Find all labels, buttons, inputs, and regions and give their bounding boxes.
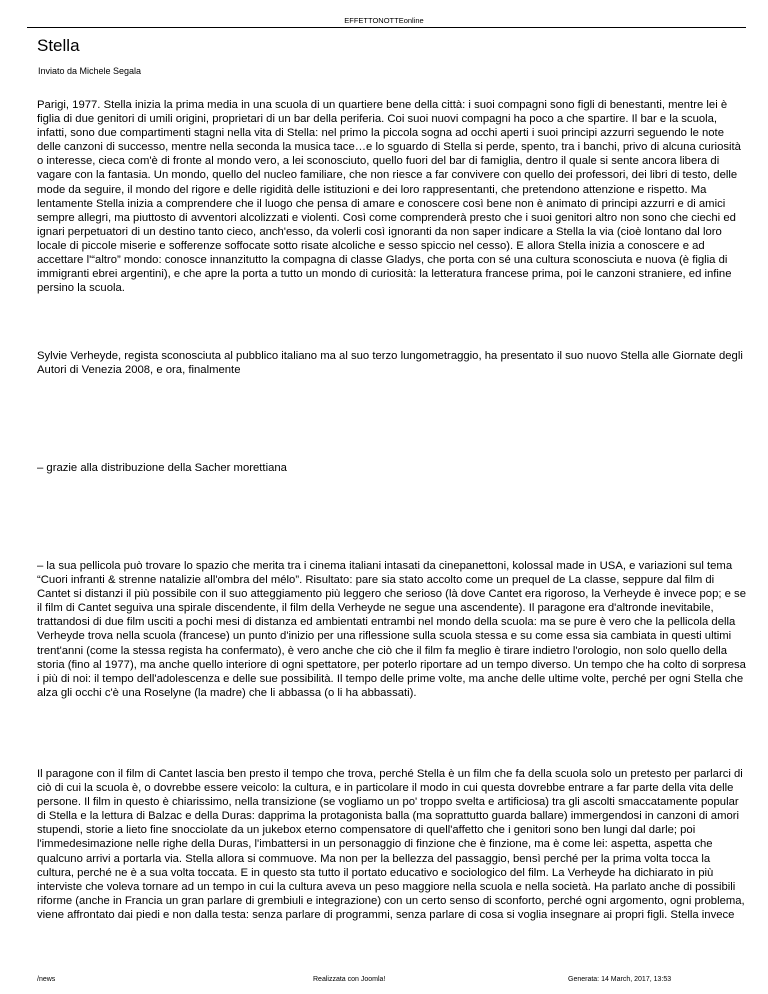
- article-paragraph: Il paragone con il film di Cantet lascia ben presto il tempo che trova, perché Stella è un film che fa della scuola solo un pretesto per parlarci di ciò di cui la scuola è, o dovrebbe essere veicolo: la cultura, e in particolare il modo in cui questa dovrebbe entrare a far parte della vita delle persone. Il film in questo è chiarissimo, nella transizione (se vogliamo un po' troppo svelta e artificiosa) tra gli ascolti smaccatamente popular di Stella e la lettura di Balzac e della Duras: dapprima la protagonista balla (ma soprattutto guarda ballare) immergendosi in canzoni di amori stupendi, storie a lieto fine snocciolate da un jukebox eterno compensatore di quell'affetto che i genitori sono ben lungi dal darle; poi l'immedesimazione nelle righe della Duras, l'imbattersi in un personaggio di finzione che è finzione, ma è come lei: aspetta, aspetta che qualcuno arrivi a portarla via. Stella allora si commuove. Ma non per la bellezza del passaggio, bensì perché per la prima volta tocca la cultura, perché ne è a sua volta toccata. E in questo sta tutto il portato educativo e sociologico del film. La Verheyde ha dichiarato in più interviste che voleva tornare ad un tempo in cui la cultura aveva un peso maggiore nella scuola e nella società. Ha parlato anche di possibili riforme (anche in Francia un gran parlare di grembiuli e integrazione) con un certo senso di sconforto, perché ogni argomento, ogni problema, viene affrontato dai piedi e non dalla testa: senza parlare di programmi, senza parlare di cosa si voglia insegnare ai propri figli. Stella invece: [37, 768, 745, 921]
- article-paragraph: Sylvie Verheyde, regista sconosciuta al pubblico italiano ma al suo terzo lungometraggio, ha presentato il suo nuovo Stella alle Giornate degli Autori di Venezia 2008, e ora, finalmente: [37, 350, 743, 377]
- footer-credit: Realizzata con Joomla!: [313, 976, 386, 983]
- article-title: Stella: [37, 36, 80, 55]
- header-divider: [27, 27, 746, 28]
- footer-generated: Generata: 14 March, 2017, 13:53: [568, 976, 672, 983]
- article-paragraph: Parigi, 1977. Stella inizia la prima media in una scuola di un quartiere bene della città: i suoi compagni sono figli di benestanti, mentre lei è figlia di due genitori di umili origini, proprietari di un bar della periferia. Coi suoi nuovi compagni ha poco a che spartire. Il bar e la scuola, infatti, sono due compartimenti stagni nella vita di Stella: nel primo la piccola sogna ad occhi aperti i suoi principi azzurri seguendo le note delle canzoni di successo, mentre nella seconda la musica tace…e lo sguardo di Stella si perde, spento, tra i banchi, privo di alcuna curiosità o interesse, cieca com'è di fronte al mondo vero, a lei sconosciuto, quello fuori del bar di famiglia, dentro il quale si sente ancora libera di vagare con la fantasia. Un mondo, quello del nucleo familiare, che non riesce a far convivere con quello dei professori, dei libri di testo, delle mode da seguire, il mondo del rigore e delle rigidità delle istituzioni e dei loro rappresentanti, che pretendono attenzione e rispetto. Ma lentamente Stella inizia a comprendere che il luogo che pensa di amare e conoscere così bene non è animato di principi azzurri e di amici sempre allegri, ma piuttosto di avventori alcolizzati e violenti. Così come comprenderà presto che i suoi genitori altro non sono che ciechi ed ignari perpetuatori di un destino tanto cieco, anch'esso, da volerli così ignoranti da non saper indicare a Stella la via (cioè lontano dal loro locale di piccole miserie e sofferenze soffocate sotto risate alcoliche e sesso spiccio nel cesso). E allora Stella inizia a conoscere e ad accettare l'“altro” mondo: conosce innanzitutto la compagna di classe Gladys, che porta con sé una cultura sconosciuta e nuova (è figlia di immigranti ebrei argentini), e che apre la porta a tutto un mondo di curiosità: la letteratura francese prima, poi le canzoni straniere, ed infine persino la scuola.: [37, 99, 741, 295]
- footer-path: /news: [37, 976, 56, 983]
- article-paragraph: – la sua pellicola può trovare lo spazio che merita tra i cinema italiani intasati da cinepanettoni, kolossal made in USA, e variazioni sul tema “Cuori infranti & strenne natalizie all'ombra del mélo”. Risultato: pare sia stato accolto come un prequel de La classe, seppure dal film di Cantet si distanzi il più possibile con il suo atteggiamento più leggero che serioso (là dove Cantet era rigoroso, la Verheyde è invece pop; e se il film di Cantet seguiva una spirale discendente, il film della Verheyde ne segue una ascendente). Il paragone era d'altronde inevitabile, trattandosi di due film usciti a pochi mesi di distanza ed ambientati entrambi nel mondo della scuola: ma se pure è vero che la pellicola della Verheyde trova nella scuola (francese) un punto d'inizio per una riflessione sulla scuola stessa e su come essa sia cambiata in questi ultimi trent'anni (come la stessa regista ha confermato), è vero anche che ciò che il film fa meglio è tirare indietro l'orologio, non solo quello della storia (fino al 1977), ma anche quello interiore di ogni spettatore, per poterlo riportare ad un tempo diverso. Un tempo che ha colto di sorpresa i più di noi: il tempo dell'adolescenza e delle sue possibilità. Il tempo delle prime volte, ma anche delle ultime volte, perché per ogni Stella che alza gli occhi c'è una Roselyne (la madre) che li abbassa (o li ha abbassati).: [37, 560, 746, 699]
- article-byline: Inviato da Michele Segala: [38, 66, 142, 76]
- article-paragraph: – grazie alla distribuzione della Sacher morettiana: [37, 462, 287, 474]
- site-name: EFFETTONOTTEonline: [344, 16, 424, 25]
